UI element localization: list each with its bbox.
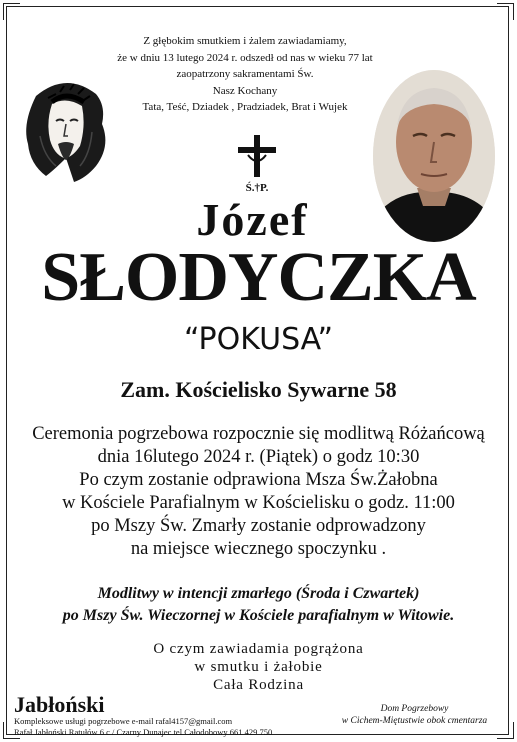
- last-name: SŁODYCZKA: [41, 239, 476, 316]
- prayer-line: po Mszy Św. Wieczornej w Kościele parafialnym w Witowie.: [62, 607, 455, 624]
- intro-line: Tata, Teść, Dziadek , Pradziadek, Brat i Wujek: [142, 101, 348, 113]
- cross-icon: [232, 133, 282, 193]
- closing-line: Cała Rodzina: [213, 677, 304, 693]
- ceremony-line: w Kościele Parafialnym w Kościelisku o godz. 11:00: [62, 493, 455, 513]
- ceremony-line: Ceremonia pogrzebowa rozpocznie się modlitwą Różańcową: [32, 424, 485, 444]
- funeral-home-location: [322, 703, 507, 727]
- funeral-home-info: [14, 694, 304, 738]
- intro-line: Z głębokim smutkiem i żalem zawiadamiamy,: [143, 35, 347, 47]
- corner-ornament: [497, 3, 514, 20]
- intro-text: [100, 33, 390, 116]
- prayer-line: Modlitwy w intencji zmarłego (Środa i Czwartek): [97, 585, 420, 602]
- address: Zam. Kościelisko Sywarne 58: [120, 377, 397, 402]
- ceremony-details: [10, 423, 507, 561]
- portrait-silhouette-icon: [373, 70, 495, 242]
- portrait-photo: [373, 70, 495, 242]
- prayer-info: [10, 583, 507, 627]
- intro-line: że w dniu 13 lutego 2024 r. odszedł od nas w wieku 77 lat: [117, 51, 373, 64]
- ceremony-line: na miejsce wiecznego spoczynku .: [130, 539, 387, 559]
- closing-line: O czym zawiadamia pogrążona: [153, 641, 364, 657]
- ceremony-line: dnia 16lutego 2024 r. (Piątek) o godz 10:30: [97, 447, 420, 467]
- home-line: Dom Pogrzebowy: [380, 704, 449, 714]
- ceremony-line: po Mszy Św. Zmarły zostanie odprowadzony: [91, 516, 426, 536]
- closing-line: w smutku i żałobie: [194, 659, 323, 675]
- closing-text: [100, 640, 417, 694]
- cross-initials: Ś.†P.: [245, 182, 269, 193]
- nickname: “POKUSA”: [183, 322, 334, 357]
- address-line: Rafał Jabłoński Ratułów 6 c / Czarny Dunajec tel Całodobowy 661 429 750: [14, 727, 273, 737]
- company-logo: Jabłoński: [14, 692, 105, 717]
- corner-ornament: [3, 3, 20, 20]
- ceremony-line: Po czym zostanie odprawiona Msza Św.Żałobna: [79, 470, 438, 490]
- home-line: w Cichem-Miętustwie obok cmentarza: [341, 716, 488, 726]
- intro-line: Nasz Kochany: [212, 84, 278, 97]
- first-name: Józef: [196, 194, 309, 245]
- services-line: Kompleksowe usługi pogrzebowe e-mail rafal4157@gmail.com: [14, 716, 233, 726]
- intro-line: zaopatrzony sakramentami Św.: [176, 68, 314, 80]
